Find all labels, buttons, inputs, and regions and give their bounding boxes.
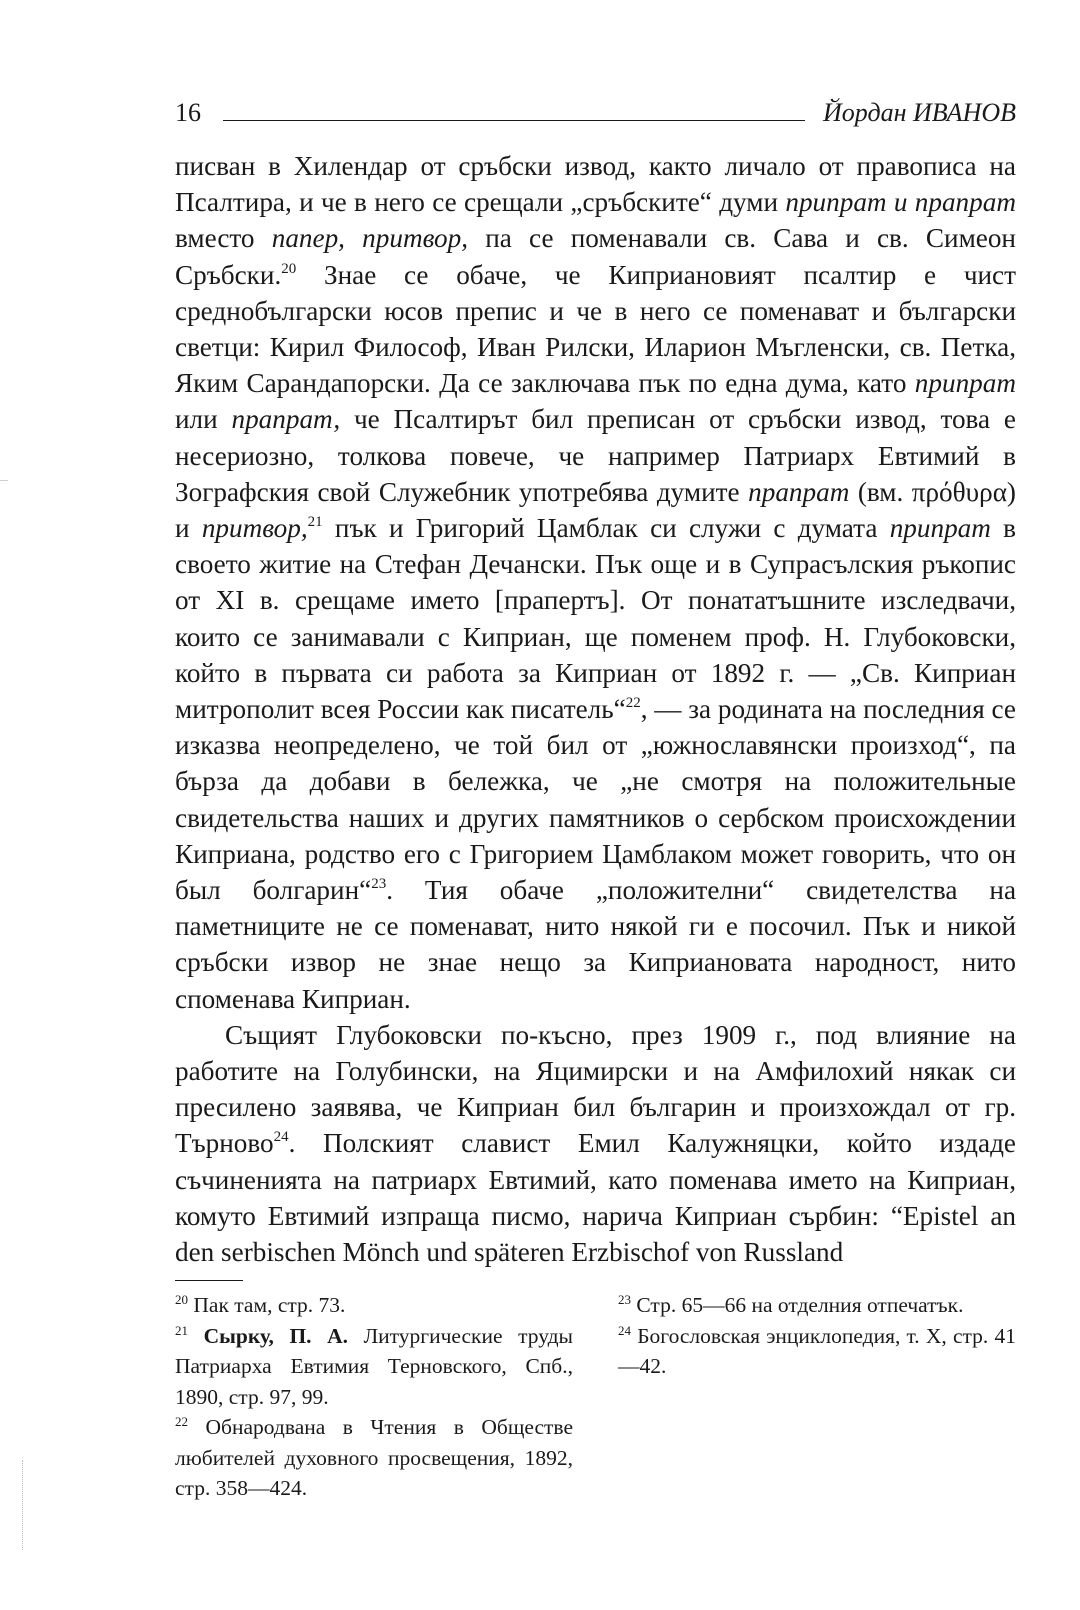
paragraph-2: Същият Глубоковски по-късно, през 1909 г., под влияние на работите на Голубински, на Яцимирски и на Амфилохий някак си пресилено заявява, че Киприан бил българин и произхождал от гр. Търново$^{24}$. Полският славист Емил Калужняцки, който издаде съчиненията на патриарх Евтимий, като поменава името на Киприан, комуто Евтимий изпраща писмо, нарича Киприан сърбин: “Epistel an den serbischen Mönch und späteren Erzbischof von Russland [175,1019,1016,1268]
footnote-ref-23: 23 [371,876,387,893]
footnotes-right-column [618,1290,1016,1504]
footnote-22: $^{22}$ Обнародвана в Чтения в Обществе любителей духовного просвещения, 1892, стр. 358—424. [175,1414,573,1500]
scan-artifact-line [22,1460,24,1550]
footnote-21: $^{21}$ Сырку, П. А. Литургические труды Патриарха Евтимия Терновского, Спб., 1890, стр. 97, 99. [175,1322,573,1409]
footnote-20: $^{20}$ Пак там, стр. 73. [175,1292,346,1317]
page-number: 16 [175,98,201,127]
footnotes [175,1290,1016,1504]
header-rule [223,120,805,121]
footnote-ref-24: 24 [273,1129,289,1146]
page-header [175,88,1016,128]
running-head: Йордан ИВАНОВ [823,98,1016,127]
footnote-23: $^{23}$ Стр. 65—66 на отделния отпечатък. [618,1292,964,1317]
body-text [175,148,1016,1270]
footnotes-left-column [175,1290,573,1504]
paragraph-1: писван в Хилендар от сръбски извод, както личало от правописа на Псалтира, и че в него се срещали „сръбските“ думи припрат и прапрат вместо папер, притвор, па се поменавали св. Сава и св. Симеон Сръбски.$^{20}$ Знае се обаче, че Киприановият псалтир е чист среднобългарски юсов препис и че в него се поменават и български светци: Кирил Философ, Иван Рилски, Иларион Мъгленски, св. Петка, Яким Сарандапорски. Да се заключава пък по една дума, като припрат или прапрат, че Псалтирът бил преписан от сръбски извод, това е несериозно, толкова повече, че например Патриарх Евтимий в Зографския свой Служебник употребява думите прапрат (вм. πρόθυρα) и притвор,$^{21}$ пък и Григорий Цамблак си служи с думата припрат в своето житие на Стефан Дечански. Пък още и в Супрасълския ръкопис от XI в. срещаме името [прапертъ]. От понататъшните изследвачи, които се занимавали с Киприан, ще поменем проф. Н. Глубоковски, който в първата си работа за Киприан от 1892 г. — „Св. Киприан митрополит всея России как писатель“$^{22}$, — за родината на последния се изказва неопределено, че той бил от „южнославянски произход“, па бърза да добави в бележка, че „не смотря на положительные свидетельства наших и других памятников о сербском происхождении Киприана, родство его с Григорием Цамблаком может говорить, что он был болгарин“$^{23}$. Тия обаче „положителни“ свидетелства на паметниците не се поменават, нито някой ги е посочил. Пък и никой сръбски извор не знае нещо за Киприановата народност, нито споменава Киприан. [175,151,1017,1014]
scan-artifact-dash [0,480,8,481]
footnote-rule [175,1280,243,1281]
footnote-ref-22: 22 [625,695,641,712]
footnote-author: Сырку, П. А. [203,1323,349,1348]
footnote-24: $^{24}$ Богословская энциклопедия, т. X, стр. 41—42. [618,1322,1016,1378]
footnote-ref-21: 21 [307,514,323,531]
footnote-ref-20: 20 [281,260,297,277]
